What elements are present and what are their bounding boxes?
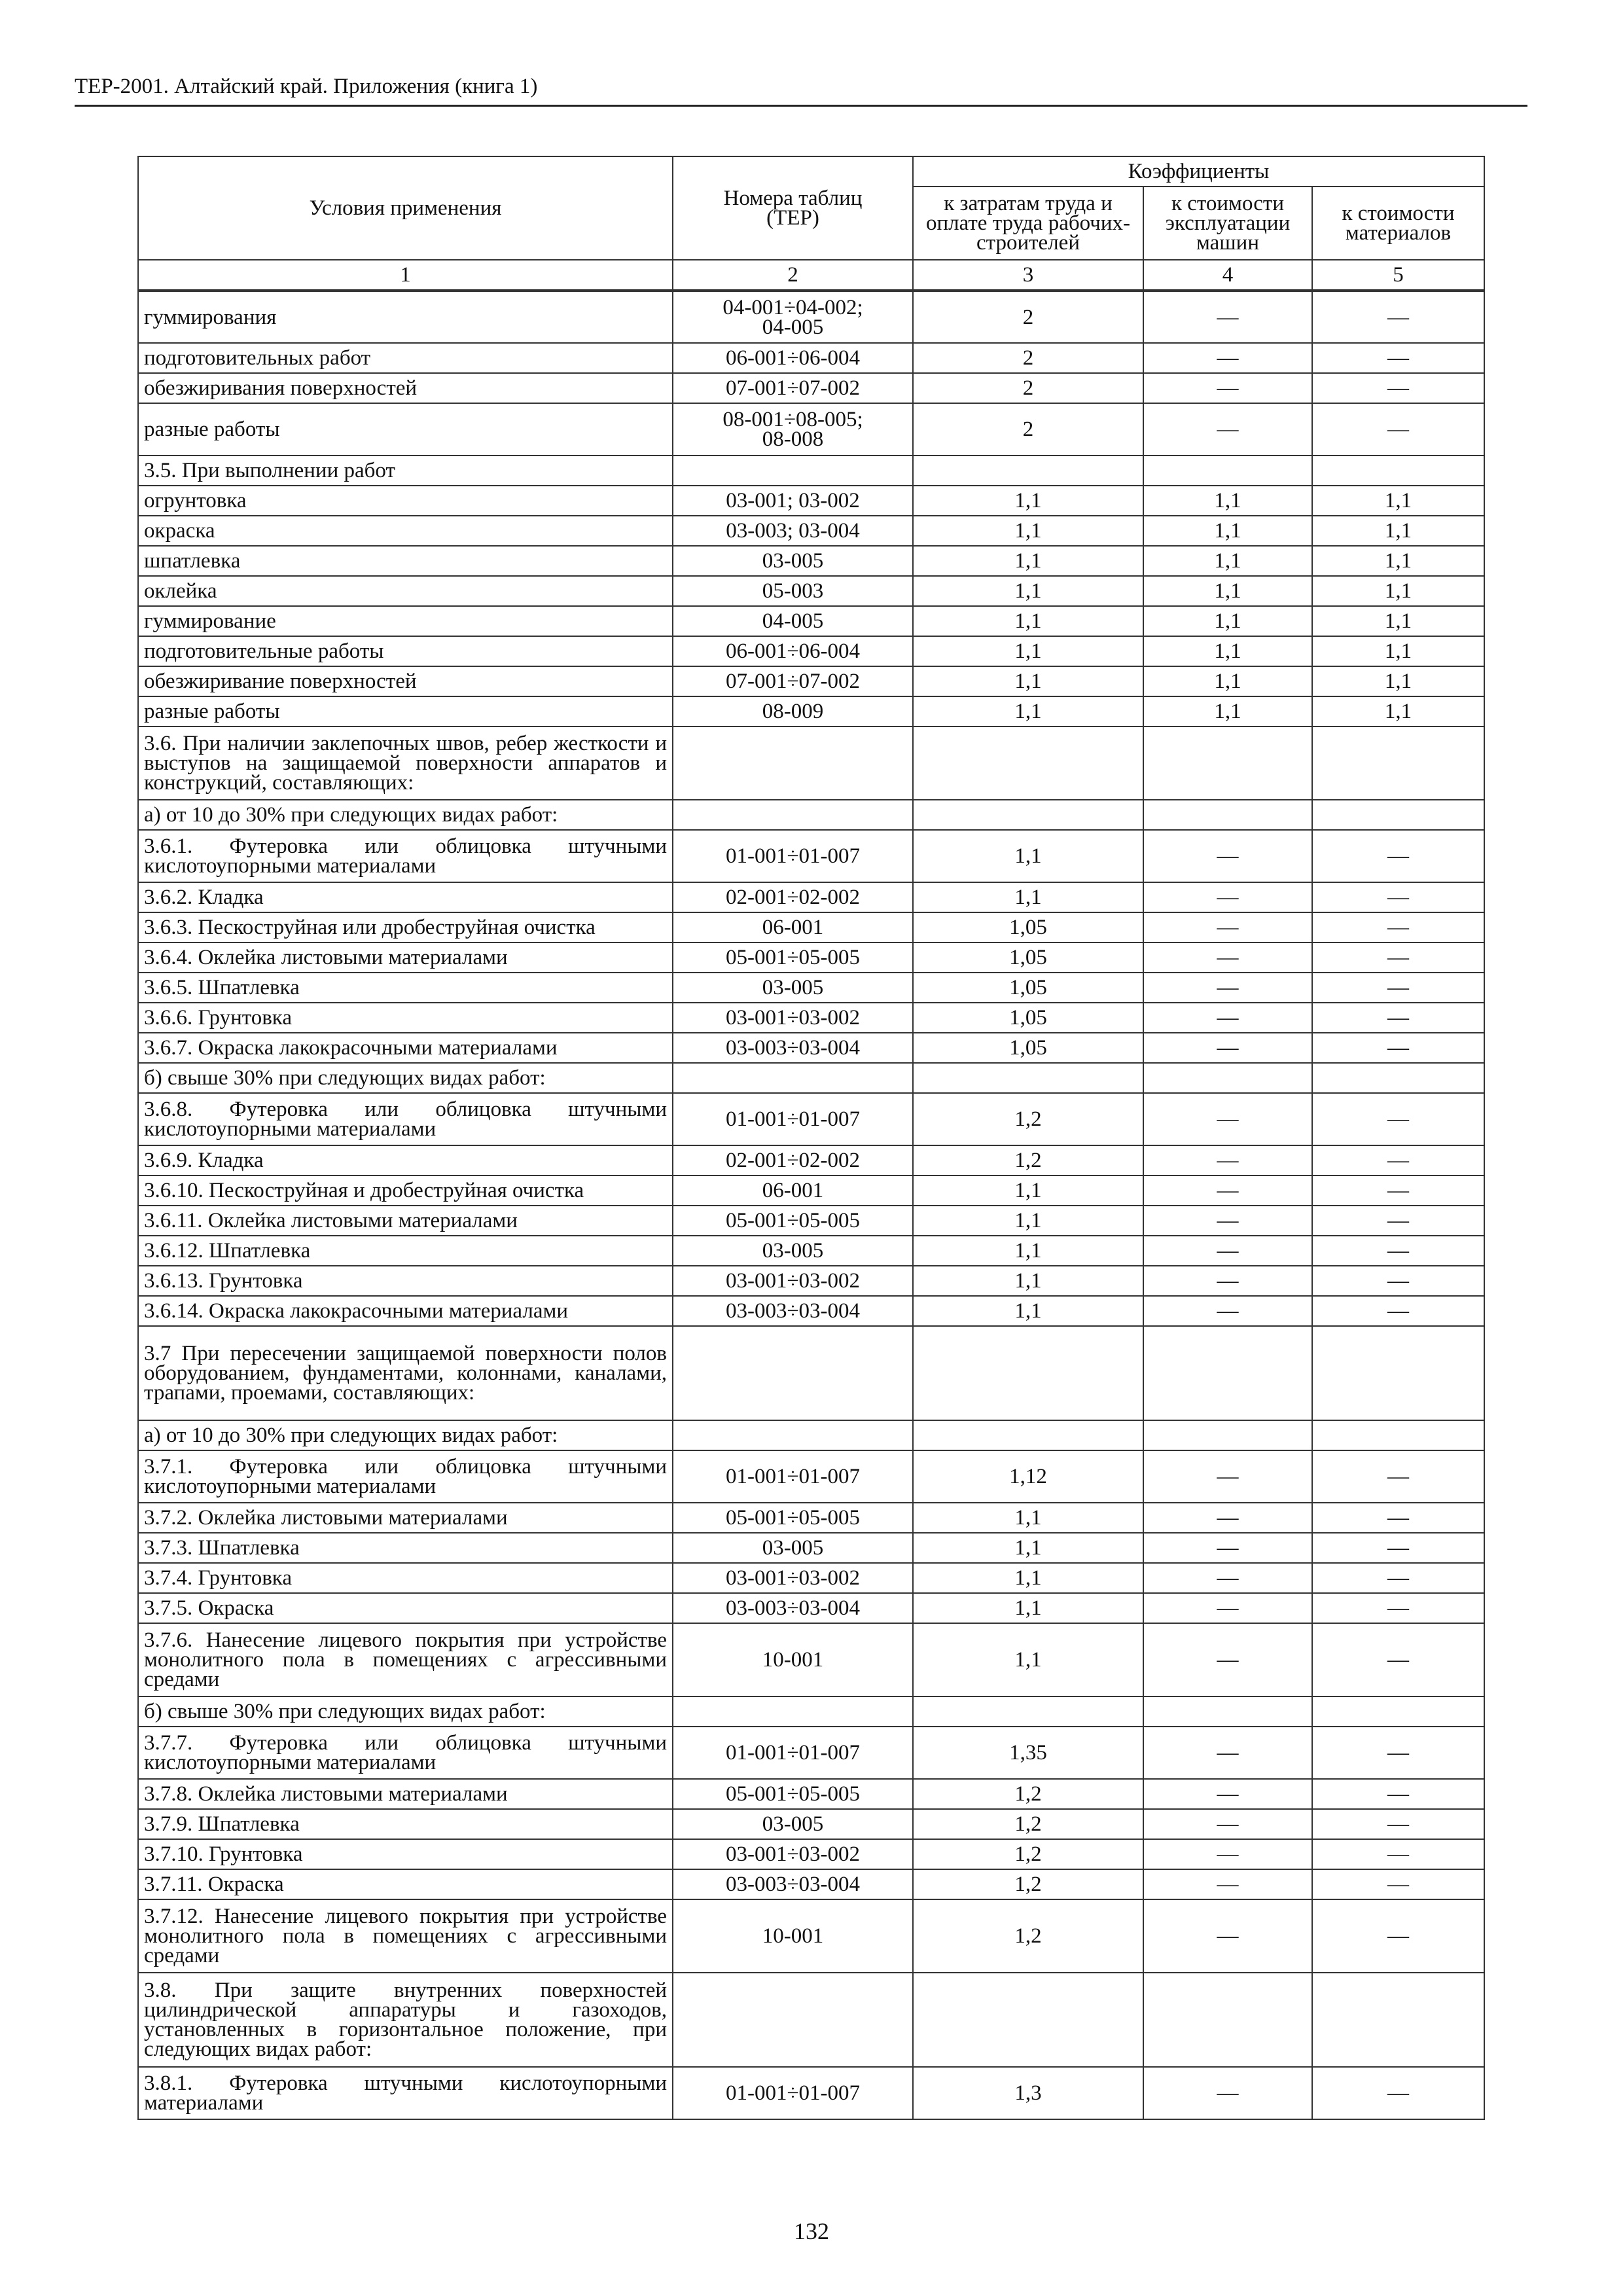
cell-machines-coefficient: —: [1143, 1839, 1312, 1869]
cell-table-numbers: 08-009: [673, 696, 913, 726]
cell-machines-coefficient: —: [1143, 1869, 1312, 1899]
table-row: [138, 1296, 1484, 1326]
header-labor: к затратам труда и оплате труда рабочих-строителей: [913, 187, 1143, 260]
table-row: [138, 830, 1484, 882]
cell-machines-coefficient: —: [1143, 343, 1312, 373]
cell-machines-coefficient: —: [1143, 2067, 1312, 2119]
table-row: [138, 666, 1484, 696]
cell-materials-coefficient: —: [1312, 1809, 1484, 1839]
table-row: [138, 1503, 1484, 1533]
cell-labor-coefficient: [913, 726, 1143, 800]
cell-machines-coefficient: —: [1143, 882, 1312, 912]
cell-machines-coefficient: 1,1: [1143, 576, 1312, 606]
table-row: [138, 1003, 1484, 1033]
cell-conditions: 3.6.6. Грунтовка: [138, 1003, 673, 1033]
cell-table-numbers: 10-001: [673, 1623, 913, 1696]
cell-materials-coefficient: —: [1312, 2067, 1484, 2119]
cell-conditions: обезжиривание поверхностей: [138, 666, 673, 696]
table-row: [138, 1206, 1484, 1236]
cell-labor-coefficient: 1,1: [913, 696, 1143, 726]
cell-table-numbers: 06-001: [673, 912, 913, 942]
table-row: [138, 696, 1484, 726]
cell-table-numbers: 05-001÷05-005: [673, 1503, 913, 1533]
cell-table-numbers: 03-003÷03-004: [673, 1593, 913, 1623]
cell-materials-coefficient: —: [1312, 1869, 1484, 1899]
cell-materials-coefficient: 1,1: [1312, 486, 1484, 516]
table-row: [138, 456, 1484, 486]
cell-machines-coefficient: —: [1143, 942, 1312, 973]
table-row: [138, 1093, 1484, 1145]
cell-machines-coefficient: —: [1143, 1809, 1312, 1839]
cell-table-numbers: 03-003÷03-004: [673, 1033, 913, 1063]
cell-conditions: 3.6.12. Шпатлевка: [138, 1236, 673, 1266]
table-row: [138, 576, 1484, 606]
cell-conditions: разные работы: [138, 403, 673, 456]
cell-materials-coefficient: —: [1312, 373, 1484, 403]
cell-labor-coefficient: 1,1: [913, 516, 1143, 546]
cell-conditions: 3.6.10. Пескоструйная и дробеструйная очистка: [138, 1175, 673, 1206]
cell-conditions: 3.6.13. Грунтовка: [138, 1266, 673, 1296]
cell-labor-coefficient: 1,1: [913, 576, 1143, 606]
cell-machines-coefficient: —: [1143, 1563, 1312, 1593]
cell-conditions: 3.7.6. Нанесение лицевого покрытия при устройстве монолитного пола в помещениях с агрессивными средами: [138, 1623, 673, 1696]
cell-materials-coefficient: [1312, 800, 1484, 830]
cell-table-numbers: 03-003÷03-004: [673, 1296, 913, 1326]
table-row: [138, 800, 1484, 830]
cell-labor-coefficient: [913, 1696, 1143, 1727]
cell-machines-coefficient: 1,1: [1143, 636, 1312, 666]
cell-table-numbers: 07-001÷07-002: [673, 373, 913, 403]
cell-materials-coefficient: —: [1312, 1266, 1484, 1296]
header-conditions: Условия применения: [138, 156, 673, 260]
table-row: [138, 1593, 1484, 1623]
cell-materials-coefficient: —: [1312, 403, 1484, 456]
col-number-2: 2: [673, 260, 913, 291]
cell-table-numbers: 10-001: [673, 1899, 913, 1973]
cell-materials-coefficient: 1,1: [1312, 576, 1484, 606]
cell-materials-coefficient: —: [1312, 1093, 1484, 1145]
cell-machines-coefficient: —: [1143, 291, 1312, 343]
cell-table-numbers: 03-005: [673, 546, 913, 576]
table-row: [138, 1145, 1484, 1175]
table-row: [138, 343, 1484, 373]
cell-conditions: обезжиривания поверхностей: [138, 373, 673, 403]
table-row: [138, 1063, 1484, 1093]
table-row: [138, 1175, 1484, 1206]
cell-conditions: подготовительные работы: [138, 636, 673, 666]
cell-materials-coefficient: 1,1: [1312, 666, 1484, 696]
cell-conditions: 3.7.8. Оклейка листовыми материалами: [138, 1779, 673, 1809]
col-number-4: 4: [1143, 260, 1312, 291]
table-row: [138, 1809, 1484, 1839]
cell-machines-coefficient: 1,1: [1143, 696, 1312, 726]
cell-conditions: 3.6.1. Футеровка или облицовка штучными кислотоупорными материалами: [138, 830, 673, 882]
cell-table-numbers: [673, 1973, 913, 2067]
cell-table-numbers: [673, 1326, 913, 1420]
cell-machines-coefficient: —: [1143, 830, 1312, 882]
table-row: [138, 1533, 1484, 1563]
table-row: [138, 2067, 1484, 2119]
cell-labor-coefficient: 1,1: [913, 1296, 1143, 1326]
cell-table-numbers: 03-001÷03-002: [673, 1839, 913, 1869]
table-row: [138, 636, 1484, 666]
cell-conditions: 3.6.4. Оклейка листовыми материалами: [138, 942, 673, 973]
cell-conditions: 3.7.2. Оклейка листовыми материалами: [138, 1503, 673, 1533]
cell-conditions: шпатлевка: [138, 546, 673, 576]
cell-table-numbers: 03-003÷03-004: [673, 1869, 913, 1899]
cell-conditions: 3.8.1. Футеровка штучными кислотоупорными материалами: [138, 2067, 673, 2119]
col-number-1: 1: [138, 260, 673, 291]
cell-machines-coefficient: —: [1143, 1450, 1312, 1503]
cell-materials-coefficient: —: [1312, 1206, 1484, 1236]
cell-materials-coefficient: —: [1312, 1899, 1484, 1973]
cell-conditions: 3.8. При защите внутренних поверхностей цилиндрической аппаратуры и газоходов, установленных в горизонтальное положение, при следующих видах работ:: [138, 1973, 673, 2067]
cell-conditions: разные работы: [138, 696, 673, 726]
cell-table-numbers: 03-005: [673, 973, 913, 1003]
table-row: [138, 403, 1484, 456]
cell-materials-coefficient: —: [1312, 291, 1484, 343]
cell-table-numbers: 06-001: [673, 1175, 913, 1206]
cell-labor-coefficient: 1,1: [913, 1503, 1143, 1533]
table-row: [138, 516, 1484, 546]
table-body: [138, 291, 1484, 2119]
cell-materials-coefficient: —: [1312, 1839, 1484, 1869]
table-row: [138, 1450, 1484, 1503]
cell-conditions: 3.7.1. Футеровка или облицовка штучными кислотоупорными материалами: [138, 1450, 673, 1503]
cell-conditions: 3.6.9. Кладка: [138, 1145, 673, 1175]
table-row: [138, 942, 1484, 973]
table-row: [138, 1033, 1484, 1063]
cell-table-numbers: 01-001÷01-007: [673, 830, 913, 882]
cell-materials-coefficient: [1312, 1973, 1484, 2067]
table-row: [138, 973, 1484, 1003]
cell-table-numbers: 01-001÷01-007: [673, 1093, 913, 1145]
header-coefficients: Коэффициенты: [913, 156, 1484, 187]
cell-materials-coefficient: —: [1312, 1003, 1484, 1033]
cell-table-numbers: 03-001÷03-002: [673, 1003, 913, 1033]
cell-machines-coefficient: —: [1143, 973, 1312, 1003]
cell-table-numbers: 03-005: [673, 1533, 913, 1563]
cell-machines-coefficient: —: [1143, 1266, 1312, 1296]
cell-labor-coefficient: [913, 1420, 1143, 1450]
cell-machines-coefficient: 1,1: [1143, 546, 1312, 576]
cell-table-numbers: [673, 456, 913, 486]
cell-table-numbers: 01-001÷01-007: [673, 1450, 913, 1503]
cell-labor-coefficient: 1,1: [913, 882, 1143, 912]
cell-materials-coefficient: —: [1312, 1175, 1484, 1206]
cell-machines-coefficient: —: [1143, 1206, 1312, 1236]
table-row: [138, 1779, 1484, 1809]
cell-materials-coefficient: [1312, 1063, 1484, 1093]
cell-labor-coefficient: 1,35: [913, 1727, 1143, 1779]
cell-machines-coefficient: —: [1143, 403, 1312, 456]
table-row: [138, 1266, 1484, 1296]
cell-materials-coefficient: 1,1: [1312, 696, 1484, 726]
cell-conditions: а) от 10 до 30% при следующих видах работ:: [138, 800, 673, 830]
col-number-5: 5: [1312, 260, 1484, 291]
table-row: [138, 1973, 1484, 2067]
cell-labor-coefficient: 1,1: [913, 1266, 1143, 1296]
cell-labor-coefficient: [913, 1973, 1143, 2067]
table-row: [138, 1623, 1484, 1696]
cell-conditions: 3.6.7. Окраска лакокрасочными материалами: [138, 1033, 673, 1063]
table-row: [138, 291, 1484, 343]
cell-table-numbers: 08-001÷08-005; 08-008: [673, 403, 913, 456]
cell-conditions: гуммирования: [138, 291, 673, 343]
cell-conditions: 3.7.5. Окраска: [138, 1593, 673, 1623]
cell-labor-coefficient: 2: [913, 291, 1143, 343]
cell-materials-coefficient: 1,1: [1312, 606, 1484, 636]
cell-materials-coefficient: —: [1312, 1593, 1484, 1623]
cell-table-numbers: 05-003: [673, 576, 913, 606]
cell-conditions: окраска: [138, 516, 673, 546]
cell-materials-coefficient: 1,1: [1312, 516, 1484, 546]
cell-machines-coefficient: —: [1143, 912, 1312, 942]
cell-materials-coefficient: —: [1312, 1563, 1484, 1593]
cell-machines-coefficient: —: [1143, 1503, 1312, 1533]
cell-conditions: 3.7.10. Грунтовка: [138, 1839, 673, 1869]
cell-table-numbers: 05-001÷05-005: [673, 1779, 913, 1809]
cell-materials-coefficient: —: [1312, 1503, 1484, 1533]
cell-labor-coefficient: 1,1: [913, 636, 1143, 666]
cell-labor-coefficient: 1,1: [913, 606, 1143, 636]
cell-labor-coefficient: 1,2: [913, 1145, 1143, 1175]
cell-machines-coefficient: 1,1: [1143, 666, 1312, 696]
cell-labor-coefficient: 1,1: [913, 1236, 1143, 1266]
cell-labor-coefficient: 1,1: [913, 1206, 1143, 1236]
cell-conditions: б) свыше 30% при следующих видах работ:: [138, 1063, 673, 1093]
cell-machines-coefficient: —: [1143, 1236, 1312, 1266]
cell-machines-coefficient: [1143, 1063, 1312, 1093]
cell-labor-coefficient: 1,1: [913, 1175, 1143, 1206]
cell-machines-coefficient: —: [1143, 1003, 1312, 1033]
cell-labor-coefficient: 1,05: [913, 1033, 1143, 1063]
cell-labor-coefficient: [913, 800, 1143, 830]
cell-materials-coefficient: 1,1: [1312, 636, 1484, 666]
cell-labor-coefficient: [913, 1063, 1143, 1093]
cell-conditions: огрунтовка: [138, 486, 673, 516]
cell-machines-coefficient: —: [1143, 1175, 1312, 1206]
cell-table-numbers: 04-005: [673, 606, 913, 636]
cell-table-numbers: 05-001÷05-005: [673, 942, 913, 973]
cell-labor-coefficient: 1,1: [913, 666, 1143, 696]
cell-materials-coefficient: —: [1312, 830, 1484, 882]
cell-materials-coefficient: —: [1312, 1296, 1484, 1326]
cell-machines-coefficient: —: [1143, 1727, 1312, 1779]
cell-machines-coefficient: —: [1143, 1623, 1312, 1696]
cell-machines-coefficient: [1143, 726, 1312, 800]
table-row: [138, 1696, 1484, 1727]
cell-table-numbers: 06-001÷06-004: [673, 636, 913, 666]
cell-materials-coefficient: [1312, 1326, 1484, 1420]
cell-labor-coefficient: 2: [913, 343, 1143, 373]
cell-conditions: гуммирование: [138, 606, 673, 636]
cell-labor-coefficient: 2: [913, 373, 1143, 403]
cell-materials-coefficient: —: [1312, 1450, 1484, 1503]
cell-labor-coefficient: 1,2: [913, 1869, 1143, 1899]
cell-labor-coefficient: [913, 1326, 1143, 1420]
cell-conditions: 3.6.3. Пескоструйная или дробеструйная очистка: [138, 912, 673, 942]
cell-machines-coefficient: [1143, 800, 1312, 830]
cell-machines-coefficient: —: [1143, 1779, 1312, 1809]
cell-materials-coefficient: —: [1312, 1145, 1484, 1175]
cell-materials-coefficient: —: [1312, 1533, 1484, 1563]
cell-materials-coefficient: —: [1312, 343, 1484, 373]
table-row: [138, 373, 1484, 403]
cell-table-numbers: 03-003; 03-004: [673, 516, 913, 546]
cell-materials-coefficient: —: [1312, 973, 1484, 1003]
table-row: [138, 1869, 1484, 1899]
cell-machines-coefficient: [1143, 1326, 1312, 1420]
table-row: [138, 1727, 1484, 1779]
table-row: [138, 1326, 1484, 1420]
cell-labor-coefficient: 1,05: [913, 1003, 1143, 1033]
cell-conditions: а) от 10 до 30% при следующих видах работ:: [138, 1420, 673, 1450]
cell-machines-coefficient: 1,1: [1143, 516, 1312, 546]
cell-conditions: 3.7 При пересечении защищаемой поверхности полов оборудованием, фундаментами, колоннами, каналами, трапами, проемами, составляющих:: [138, 1326, 673, 1420]
cell-materials-coefficient: [1312, 1420, 1484, 1450]
cell-materials-coefficient: —: [1312, 1779, 1484, 1809]
cell-machines-coefficient: —: [1143, 1533, 1312, 1563]
cell-machines-coefficient: 1,1: [1143, 606, 1312, 636]
table-row: [138, 606, 1484, 636]
coefficients-table: [137, 156, 1485, 2120]
cell-conditions: 3.6. При наличии заклепочных швов, ребер жесткости и выступов на защищаемой поверхности аппаратов и конструкций, составляющих:: [138, 726, 673, 800]
cell-materials-coefficient: [1312, 726, 1484, 800]
cell-machines-coefficient: [1143, 1420, 1312, 1450]
cell-labor-coefficient: 1,1: [913, 1593, 1143, 1623]
cell-machines-coefficient: —: [1143, 1033, 1312, 1063]
cell-labor-coefficient: 1,2: [913, 1809, 1143, 1839]
cell-labor-coefficient: 1,2: [913, 1899, 1143, 1973]
header-rule: [75, 105, 1527, 107]
cell-table-numbers: [673, 1696, 913, 1727]
table-row: [138, 1899, 1484, 1973]
cell-conditions: 3.7.9. Шпатлевка: [138, 1809, 673, 1839]
cell-machines-coefficient: —: [1143, 1093, 1312, 1145]
table-row: [138, 1236, 1484, 1266]
cell-conditions: 3.6.5. Шпатлевка: [138, 973, 673, 1003]
cell-machines-coefficient: [1143, 456, 1312, 486]
header-table-numbers-text: Номера таблиц (ТЕР): [723, 187, 863, 230]
cell-labor-coefficient: 1,1: [913, 830, 1143, 882]
cell-table-numbers: 05-001÷05-005: [673, 1206, 913, 1236]
cell-materials-coefficient: —: [1312, 1033, 1484, 1063]
cell-table-numbers: 01-001÷01-007: [673, 1727, 913, 1779]
cell-conditions: 3.7.12. Нанесение лицевого покрытия при устройстве монолитного пола в помещениях с агрессивными средами: [138, 1899, 673, 1973]
cell-conditions: б) свыше 30% при следующих видах работ:: [138, 1696, 673, 1727]
table-row: [138, 726, 1484, 800]
cell-materials-coefficient: —: [1312, 1236, 1484, 1266]
cell-table-numbers: 03-001÷03-002: [673, 1266, 913, 1296]
cell-materials-coefficient: —: [1312, 1623, 1484, 1696]
cell-labor-coefficient: 1,3: [913, 2067, 1143, 2119]
cell-table-numbers: [673, 726, 913, 800]
cell-table-numbers: 03-001; 03-002: [673, 486, 913, 516]
cell-labor-coefficient: 1,1: [913, 486, 1143, 516]
cell-materials-coefficient: [1312, 1696, 1484, 1727]
cell-labor-coefficient: 1,1: [913, 1533, 1143, 1563]
page-header: ТЕР-2001. Алтайский край. Приложения (книга 1): [75, 75, 538, 98]
cell-table-numbers: 01-001÷01-007: [673, 2067, 913, 2119]
cell-machines-coefficient: [1143, 1973, 1312, 2067]
cell-conditions: 3.5. При выполнении работ: [138, 456, 673, 486]
cell-materials-coefficient: —: [1312, 942, 1484, 973]
cell-labor-coefficient: 1,05: [913, 912, 1143, 942]
table-row: [138, 1563, 1484, 1593]
cell-table-numbers: 02-001÷02-002: [673, 882, 913, 912]
cell-table-numbers: [673, 1420, 913, 1450]
cell-table-numbers: 02-001÷02-002: [673, 1145, 913, 1175]
header-materials: к стоимости материалов: [1312, 187, 1484, 260]
cell-labor-coefficient: 1,2: [913, 1839, 1143, 1869]
header-machines: к стоимости эксплуатации машин: [1143, 187, 1312, 260]
cell-conditions: 3.7.3. Шпатлевка: [138, 1533, 673, 1563]
cell-materials-coefficient: —: [1312, 1727, 1484, 1779]
table-row: [138, 1839, 1484, 1869]
cell-labor-coefficient: 1,2: [913, 1093, 1143, 1145]
table-row: [138, 546, 1484, 576]
cell-materials-coefficient: 1,1: [1312, 546, 1484, 576]
cell-labor-coefficient: 1,05: [913, 973, 1143, 1003]
cell-materials-coefficient: —: [1312, 882, 1484, 912]
table-row: [138, 1420, 1484, 1450]
cell-machines-coefficient: —: [1143, 373, 1312, 403]
cell-table-numbers: 03-005: [673, 1809, 913, 1839]
table-row: [138, 882, 1484, 912]
cell-conditions: 3.7.11. Окраска: [138, 1869, 673, 1899]
cell-labor-coefficient: 1,1: [913, 1563, 1143, 1593]
cell-conditions: 3.6.14. Окраска лакокрасочными материалами: [138, 1296, 673, 1326]
cell-labor-coefficient: 1,12: [913, 1450, 1143, 1503]
cell-conditions: 3.7.7. Футеровка или облицовка штучными кислотоупорными материалами: [138, 1727, 673, 1779]
cell-labor-coefficient: 1,1: [913, 1623, 1143, 1696]
header-table-numbers: [673, 156, 913, 260]
cell-table-numbers: 03-005: [673, 1236, 913, 1266]
cell-materials-coefficient: [1312, 456, 1484, 486]
cell-conditions: 3.7.4. Грунтовка: [138, 1563, 673, 1593]
cell-conditions: оклейка: [138, 576, 673, 606]
cell-machines-coefficient: —: [1143, 1145, 1312, 1175]
cell-table-numbers: 04-001÷04-002; 04-005: [673, 291, 913, 343]
cell-table-numbers: 07-001÷07-002: [673, 666, 913, 696]
cell-labor-coefficient: [913, 456, 1143, 486]
cell-conditions: 3.6.8. Футеровка или облицовка штучными кислотоупорными материалами: [138, 1093, 673, 1145]
cell-table-numbers: [673, 1063, 913, 1093]
cell-table-numbers: 03-001÷03-002: [673, 1563, 913, 1593]
table-row: [138, 912, 1484, 942]
col-number-3: 3: [913, 260, 1143, 291]
cell-machines-coefficient: —: [1143, 1593, 1312, 1623]
cell-conditions: подготовительных работ: [138, 343, 673, 373]
cell-labor-coefficient: 2: [913, 403, 1143, 456]
cell-conditions: 3.6.11. Оклейка листовыми материалами: [138, 1206, 673, 1236]
cell-conditions: 3.6.2. Кладка: [138, 882, 673, 912]
cell-machines-coefficient: 1,1: [1143, 486, 1312, 516]
cell-table-numbers: 06-001÷06-004: [673, 343, 913, 373]
cell-table-numbers: [673, 800, 913, 830]
cell-materials-coefficient: —: [1312, 912, 1484, 942]
cell-labor-coefficient: 1,1: [913, 546, 1143, 576]
cell-machines-coefficient: [1143, 1696, 1312, 1727]
cell-labor-coefficient: 1,05: [913, 942, 1143, 973]
cell-machines-coefficient: —: [1143, 1899, 1312, 1973]
table-row: [138, 486, 1484, 516]
page-number: 132: [794, 2218, 829, 2244]
cell-labor-coefficient: 1,2: [913, 1779, 1143, 1809]
cell-machines-coefficient: —: [1143, 1296, 1312, 1326]
